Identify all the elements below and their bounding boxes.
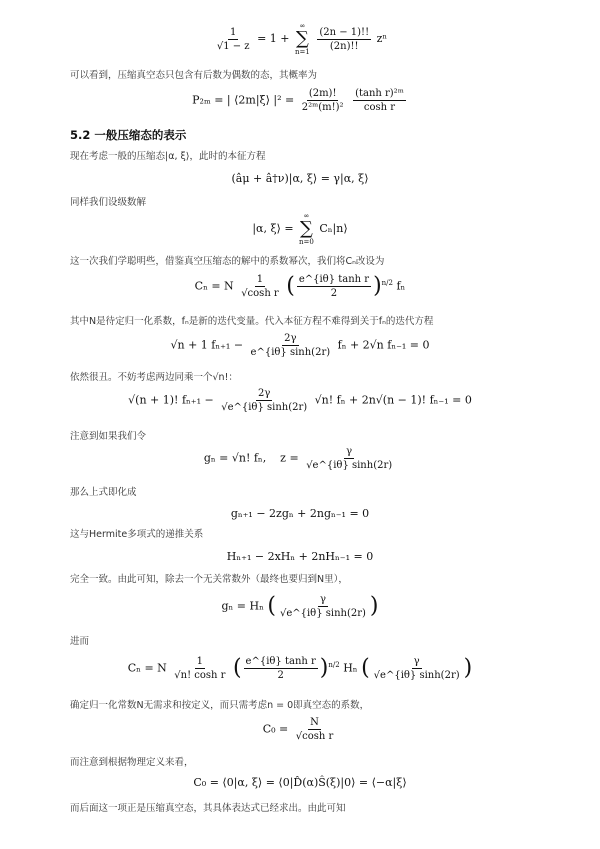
equation-substitution — [0, 446, 600, 471]
equation-text: |α, ξ⟩ = — [252, 222, 294, 235]
equation-text: √n! fₙ + 2n√(n − 1)! fₙ₋₁ = 0 — [314, 393, 472, 407]
denominator: e^{iθ} sinh(2r) — [250, 347, 331, 358]
paragraph: 进而 — [70, 636, 90, 647]
equation-text: gₙ = Hₙ — [221, 599, 264, 613]
denominator: √e^{iθ} sinh(2r) — [279, 608, 366, 619]
sum-upper-limit: ∞ — [303, 212, 310, 220]
numerator: e^{iθ} tanh r — [245, 656, 316, 667]
summation-symbol: ∞ ∑ n=1 — [295, 22, 310, 56]
equation-text: √(n + 1)! fₙ₊₁ − — [128, 393, 214, 407]
numerator: γ — [413, 656, 420, 667]
fraction — [172, 656, 227, 681]
paragraph: 这一次我们学聪明些，借鉴真空压缩态的解中的系数幂次，我们将Cₙ改设为 — [70, 256, 385, 267]
paragraph: 这与Hermite多项式的递推关系 — [70, 529, 204, 540]
fraction — [215, 27, 252, 52]
fraction — [297, 274, 371, 299]
numerator: γ — [346, 446, 353, 457]
denominator: √e^{iθ} sinh(2r) — [373, 670, 460, 681]
sum-lower-limit: n=1 — [295, 48, 310, 56]
denominator: √e^{iθ} sinh(2r) — [221, 402, 308, 413]
equation-probability — [0, 88, 600, 113]
fraction — [239, 274, 281, 299]
denominator: cosh r — [363, 102, 396, 113]
fraction — [294, 717, 336, 742]
numerator: (2m)! — [308, 88, 337, 99]
paragraph: 确定归一化常数N无需求和按定义，而只需考虑n = 0即真空态的系数， — [70, 700, 370, 711]
fraction — [300, 88, 346, 113]
equation-recurrence-scaled — [0, 388, 600, 413]
fraction — [249, 333, 333, 358]
sum-lower-limit: n=0 — [299, 238, 314, 246]
denominator: 2²ᵐ(m!)² — [301, 102, 344, 113]
equation-coefficient: Cₙ = N $\frac{1}{\text{√cosh r}}$ ( $\frac{\text{e\textasciicircum{}\{iθ\} tanh r}}{2}$ )$^{n/2}$ fₙ — [194, 273, 406, 299]
paragraph: 那么上式即化成 — [70, 487, 137, 498]
numerator: γ — [319, 594, 326, 605]
equation-recurrence-f — [0, 333, 600, 358]
equation-g-hermite: gₙ = Hₙ ( $\frac{\gamma}{√e\^{}\{i\theta\} \sinh(2r)}$ ) — [221, 593, 379, 619]
equation-c0 — [0, 717, 600, 742]
equation-eigen: (âμ + â†ν)|α, ξ⟩ = γ|α, ξ⟩ — [231, 172, 369, 185]
fraction — [372, 656, 462, 681]
fraction — [317, 27, 371, 52]
denominator: 2 — [277, 670, 284, 681]
numerator: 1 — [196, 656, 204, 667]
sum-upper-limit: ∞ — [299, 22, 306, 30]
fraction — [244, 656, 318, 681]
equation-generating-series — [0, 22, 600, 56]
numerator: (tanh r)²ᵐ — [355, 88, 404, 99]
fraction — [353, 88, 406, 113]
denominator: √cosh r — [241, 288, 279, 299]
section-heading: 5.2 一般压缩态的表示 — [70, 128, 187, 142]
paragraph: 现在考虑一般的压缩态|α, ξ⟩，此时的本征方程 — [70, 151, 266, 162]
denominator: √n! cosh r — [174, 670, 226, 681]
equation-text: Cₙ = N — [194, 279, 234, 293]
denominator: (2n)!! — [329, 40, 359, 52]
equation-text: C₀ = — [262, 722, 289, 736]
equation-text: = 1 + — [257, 32, 290, 45]
fraction — [304, 446, 394, 471]
equation-text: P₂ₘ = | ⟨2m|ξ⟩ |² = — [192, 93, 295, 107]
numerator: 1 — [230, 26, 237, 38]
denominator: √cosh r — [295, 731, 334, 742]
equation-text: √n + 1 fₙ₊₁ − — [170, 338, 244, 352]
paragraph: 同样我们设级数解 — [70, 197, 147, 208]
equation-text: fₙ — [396, 279, 406, 293]
equation-c0-overlap: C₀ = ⟨0|α, ξ⟩ = ⟨0|D̂(α)Ŝ(ξ)|0⟩ = ⟨−α|ξ⟩ — [193, 776, 407, 789]
summation-symbol: ∞ ∑ n=0 — [299, 212, 314, 246]
equation-recurrence-g: gₙ₊₁ − 2zgₙ + 2ngₙ₋₁ = 0 — [230, 507, 370, 520]
equation-text: Cₙ = N — [127, 661, 167, 675]
paragraph: 注意到如果我们令 — [70, 431, 147, 442]
paragraph: 依然很丑。不妨考虑两边同乘一个√n!： — [70, 372, 238, 383]
equation-hermite-recurrence: Hₙ₊₁ − 2xHₙ + 2nHₙ₋₁ = 0 — [226, 550, 374, 563]
equation-text: zⁿ — [376, 32, 388, 45]
paragraph: 其中N是待定归一化系数，fₙ是新的迭代变量。代入本征方程不难得到关于fₙ的迭代方程 — [70, 316, 434, 327]
numerator: 1 — [256, 274, 264, 285]
numerator: (2n − 1)!! — [319, 26, 370, 38]
numerator: 2γ — [284, 333, 297, 344]
equation-text: fₙ + 2√n fₙ₋₁ = 0 — [337, 338, 430, 352]
numerator: e^{iθ} tanh r — [298, 274, 370, 285]
denominator: √e^{iθ} sinh(2r) — [306, 460, 393, 471]
exponent: n/2 — [381, 278, 393, 287]
paragraph: 完全一致。由此可知，除去一个无关常数外（最终也要归到N里）， — [70, 574, 348, 585]
equation-series-solution — [0, 212, 600, 246]
equation-coefficient-final: Cₙ = N $\frac{1}{\text{√n! cosh r}}$ ( $\frac{\text{e\textasciicircum{}\{iθ\} tanh r}}{2}$ )$^{n/2}$ Hₙ ( $\frac{\gamma}{√e\^{}\{i\theta\} \sinh(2r)}$ ) — [127, 655, 473, 681]
paragraph: 而后面这一项正是压缩真空态，其具体表达式已经求出。由此可知 — [70, 803, 346, 814]
equation-text: Hₙ — [343, 661, 358, 675]
fraction — [219, 388, 309, 413]
denominator: √1 − z — [216, 40, 250, 52]
equation-text: gₙ = √n! fₙ, z = — [203, 451, 299, 465]
fraction — [278, 594, 368, 619]
paragraph: 可以看到，压缩真空态只包含有后数为偶数的态，其概率为 — [70, 70, 318, 81]
paragraph: 而注意到根据物理定义来看， — [70, 757, 194, 768]
numerator: N — [310, 717, 319, 728]
exponent: n/2 — [328, 660, 340, 669]
denominator: 2 — [330, 288, 338, 299]
equation-text: Cₙ|n⟩ — [319, 222, 348, 235]
numerator: 2γ — [258, 388, 271, 399]
